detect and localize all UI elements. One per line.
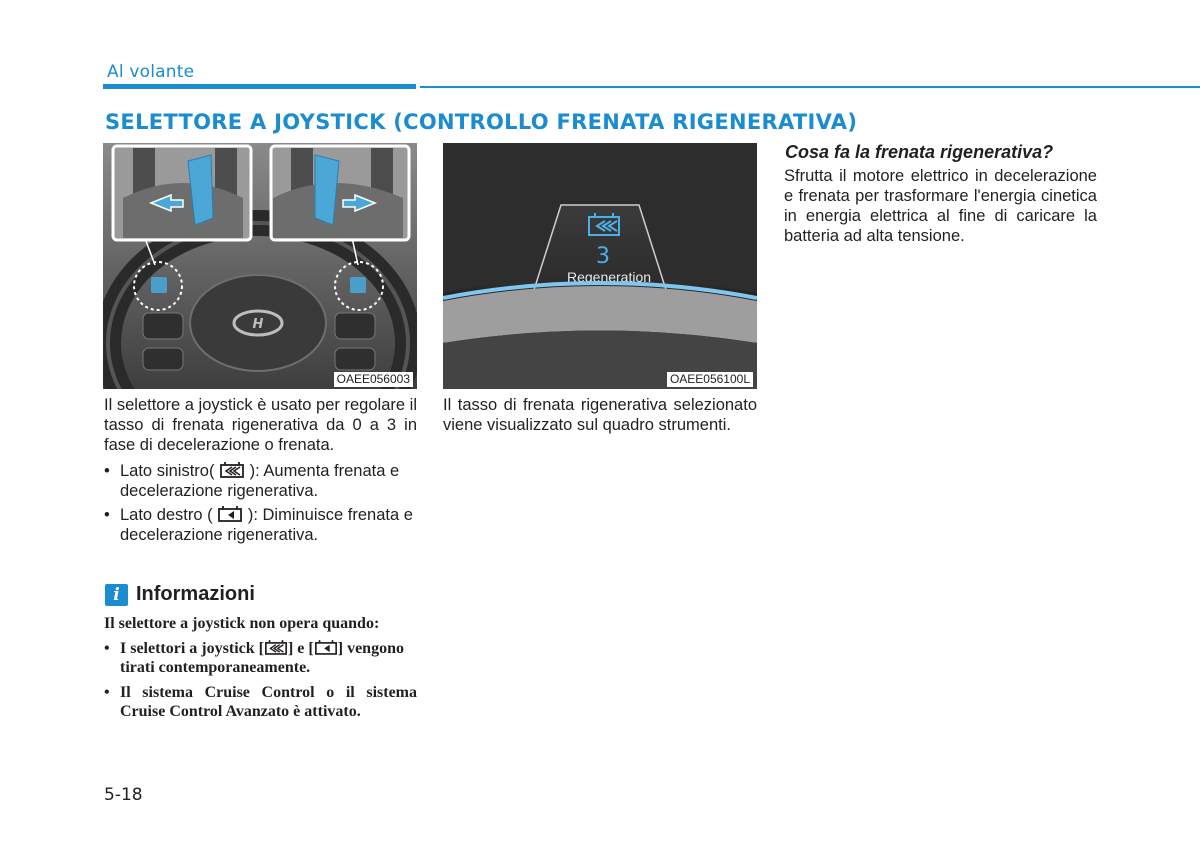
intro-paragraph: Il selettore a joystick è usato per regolare il tasso di frenata rigenerativa da 0 a 3 in fase di decelerazione o frenata. [104, 396, 417, 454]
header-rule-thick [103, 84, 416, 89]
regen-increase-icon [219, 461, 245, 479]
info-bullet1-mid: ] e [ [287, 640, 314, 657]
info-bullet-selectors [104, 639, 417, 677]
info-body [104, 614, 417, 721]
bullet-left-pre: Lato sinistro( [120, 462, 215, 480]
display-value: 3 [596, 244, 610, 269]
info-title: Informazioni [136, 583, 255, 605]
bullet-left-post: ): Aumenta frenata e decelerazione rigenerativa. [120, 462, 400, 500]
info-heading [105, 583, 255, 606]
regen-explanation: Sfrutta il motore elettrico in decelerazione e frenata per trasformare l'energia cinetica in energia elettrica al fine di caricare la batteria ad alta tensione. [784, 167, 1097, 245]
page-number: 5-18 [104, 785, 143, 805]
display-label: Regeneration [566, 269, 652, 285]
figure-code: OAEE056003 [334, 372, 413, 387]
section-tag: Al volante [107, 62, 195, 82]
regen-decrease-icon [314, 639, 338, 656]
info-bullet1-pre: I selettori a joystick [ [120, 640, 264, 657]
cluster-display-figure [443, 143, 757, 389]
figure-code: OAEE056100L [667, 372, 753, 387]
info-intro: Il selettore a joystick non opera quando: [104, 615, 380, 632]
bullet-right-post: ): Diminuisce frenata e decelerazione rigenerativa. [120, 506, 413, 544]
header-rule-thin [420, 86, 1200, 88]
info-bullet1-post: ] vengono tirati contemporaneamente. [120, 640, 404, 676]
bullet-right [104, 505, 417, 545]
steering-wheel-figure [103, 143, 417, 389]
page-title: SELETTORE A JOYSTICK (CONTROLLO FRENATA RIGENERATIVA) [105, 110, 858, 134]
cluster-caption: Il tasso di frenata rigenerativa selezionato viene visualizzato sul quadro strumenti. [443, 396, 757, 434]
svg-text:H: H [252, 317, 264, 332]
col1-body [104, 395, 417, 545]
info-bullet-cruise: • Il sistema Cruise Control o il sistema Cruise Control Avanzato è attivato. [104, 683, 417, 721]
info-icon: i [105, 584, 128, 606]
regen-increase-icon [264, 639, 288, 656]
regen-question-heading: Cosa fa la frenata rigenerativa? [785, 142, 1054, 162]
bullet-right-pre: Lato destro ( [120, 506, 213, 524]
bullet-left [104, 461, 417, 501]
regen-decrease-icon [217, 505, 243, 523]
